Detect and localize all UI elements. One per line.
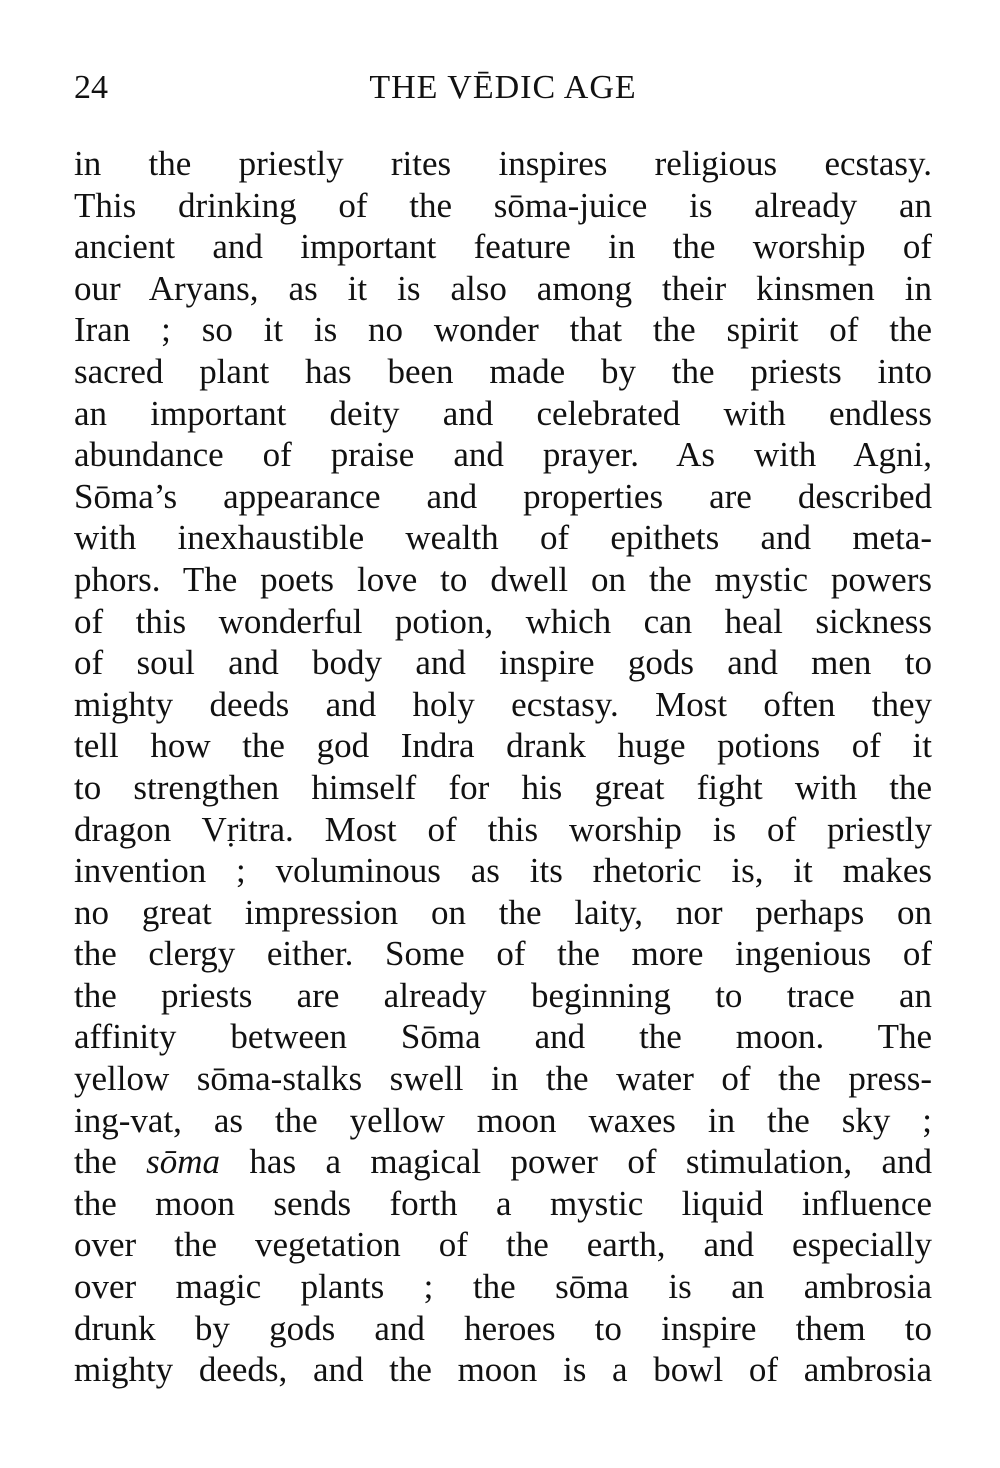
- text-line: This drinking of the sōma-juice is already an: [74, 185, 932, 225]
- text-line: tell how the god Indra drank huge potions of it: [74, 726, 932, 766]
- text-line: drunk by gods and heroes to inspire them to: [74, 1308, 932, 1348]
- text-line: sacred plant has been made by the priests into: [74, 351, 932, 391]
- text-line: the sōma has a magical power of stimulation, and: [74, 1142, 932, 1182]
- text-line: no great impression on the laity, nor perhaps on: [74, 892, 932, 932]
- text-line: Iran ; so it is no wonder that the spirit of the: [74, 310, 932, 350]
- text-line: over magic plants ; the sōma is an ambrosia: [74, 1267, 932, 1307]
- text-line: phors. The poets love to dwell on the mystic powers: [74, 559, 932, 599]
- running-title: THE VĒDIC AGE: [369, 69, 637, 106]
- text-line: an important deity and celebrated with endless: [74, 393, 932, 433]
- text-line: yellow sōma-stalks swell in the water of the press-: [74, 1059, 932, 1099]
- text-line: in the priestly rites inspires religious ecstasy.: [74, 144, 932, 183]
- body-text: [74, 143, 932, 1391]
- text-line: the clergy either. Some of the more ingenious of: [74, 934, 932, 974]
- text-line: abundance of praise and prayer. As with Agni,: [74, 435, 932, 475]
- text-line: ing-vat, as the yellow moon waxes in the sky ;: [74, 1100, 932, 1140]
- page-number: 24: [74, 69, 108, 106]
- text-line: our Aryans, as it is also among their kinsmen in: [74, 268, 932, 308]
- text-line: mighty deeds and holy ecstasy. Most often they: [74, 684, 932, 724]
- text-line: the priests are already beginning to trace an: [74, 975, 932, 1015]
- text-line: dragon Vṛitra. Most of this worship is of priestly: [74, 809, 932, 849]
- text-line: Sōma’s appearance and properties are described: [74, 476, 932, 516]
- text-line: of soul and body and inspire gods and men to: [74, 643, 932, 683]
- text-line: over the vegetation of the earth, and especially: [74, 1225, 932, 1265]
- text-line: invention ; voluminous as its rhetoric is, it makes: [74, 851, 932, 891]
- text-line: ancient and important feature in the worship of: [74, 227, 932, 267]
- text-line: the moon sends forth a mystic liquid influence: [74, 1183, 932, 1223]
- page-header: [74, 64, 932, 112]
- text-line: with inexhaustible wealth of epithets and meta-: [74, 518, 932, 558]
- text-line: to strengthen himself for his great fight with the: [74, 767, 932, 807]
- text-line: of this wonderful potion, which can heal sickness: [74, 601, 932, 641]
- text-line: mighty deeds, and the moon is a bowl of ambrosia: [74, 1350, 932, 1390]
- text-line: affinity between Sōma and the moon. The: [74, 1017, 932, 1057]
- italic-term: sōma: [146, 1142, 221, 1182]
